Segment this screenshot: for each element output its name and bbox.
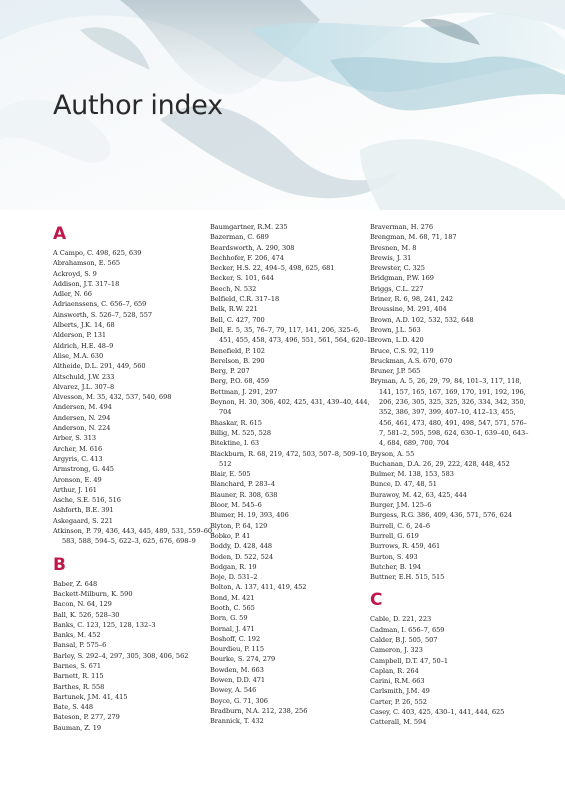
- index-entry: Adriaenssens, C. 656–7, 659: [53, 300, 147, 309]
- index-entry: Barnett, R. 115: [53, 672, 104, 681]
- index-entry: Alvesson, M. 35, 432, 537, 540, 698: [53, 393, 172, 402]
- index-entry: Ackroyd, S. 9: [53, 269, 97, 278]
- index-entry: Bell, C. 427, 700: [210, 315, 265, 324]
- index-entry: Alvarez, J.L. 307–8: [53, 382, 115, 391]
- index-entry: Armstrong, G. 445: [53, 465, 114, 474]
- index-entry: Casey, C. 403, 425, 430–1, 441, 444, 625: [370, 708, 505, 717]
- index-entry: Brewis, J. 31: [370, 253, 412, 262]
- index-entry: Banks, C. 123, 125, 128, 132–3: [53, 620, 156, 629]
- index-entry: Beynon, H. 30, 306, 402, 425, 431, 439–40, 444, 704: [210, 398, 370, 417]
- index-entry: Bettman, J. 291, 297: [210, 387, 278, 396]
- index-entry: Burton, S. 493: [370, 552, 418, 561]
- index-entry: Bunce, D. 47, 48, 51: [370, 480, 437, 489]
- index-entry: Briner, R. 6, 98, 241, 242: [370, 295, 454, 304]
- index-entry: Bridgman, P.W. 169: [370, 274, 434, 283]
- index-entry: Burawoy, M. 42, 63, 425, 444: [370, 490, 467, 499]
- index-entry: Becker, S. 101, 644: [210, 274, 274, 283]
- index-entry: Andersen, N. 294: [53, 413, 111, 422]
- index-entry: Cadman, I. 656–7, 659: [370, 625, 445, 634]
- index-entry: Bourke, S. 274, 279: [210, 655, 276, 664]
- index-entry: Bowen, D.D. 471: [210, 676, 266, 685]
- index-entry: Bowden, M. 663: [210, 665, 264, 674]
- index-entry: Arber, S. 313: [53, 434, 97, 443]
- index-entry: Aronson, E. 49: [53, 475, 102, 484]
- index-entry: Butcher, B. 194: [370, 562, 422, 571]
- index-entry: Briggs, C.L. 227: [370, 284, 424, 293]
- index-entry: Barley, S. 292–4, 297, 305, 308, 406, 562: [53, 651, 189, 660]
- index-entry: Bobko, P. 41: [210, 531, 251, 540]
- index-entry: Carini, R.M. 663: [370, 677, 425, 686]
- index-entry: Bateson, P. 277, 279: [53, 713, 120, 722]
- index-entry: Belfield, C.R. 317–18: [210, 295, 280, 304]
- index-entry: Cameron, J. 323: [370, 646, 423, 655]
- index-entry: Bornal, J. 471: [210, 624, 255, 633]
- index-entry: Altheide, D.L. 291, 449, 560: [53, 362, 146, 371]
- index-entry: Boden, D. 522, 524: [210, 552, 274, 561]
- index-entry: Andersen, M. 494: [53, 403, 112, 412]
- index-entry: Belk, R.W. 221: [210, 305, 258, 314]
- index-entry: Berg, P. 207: [210, 367, 250, 376]
- index-entry: Bechhofer, F. 206, 474: [210, 253, 284, 262]
- index-entry: Barnes, S. 671: [53, 661, 102, 670]
- index-entry: Bruce, C.S. 92, 119: [370, 346, 434, 355]
- index-entry: Backett-Milburn, K. 590: [53, 589, 133, 598]
- index-entry: Campbell, D.T. 47, 50–1: [370, 656, 449, 665]
- index-entry: Bolton, A. 137, 411, 419, 452: [210, 583, 307, 592]
- index-entry: Alderson, P. 131: [53, 331, 107, 340]
- index-entry: Blackburn, R. 68, 219, 472, 503, 507–8, 509–10, 512: [210, 449, 369, 468]
- index-entry: Ball, K. 526, 528–30: [53, 610, 120, 619]
- index-entry: Becker, H.S. 22, 494–5, 498, 625, 681: [210, 264, 335, 273]
- index-entry: Berg, P.O. 68, 459: [210, 377, 269, 386]
- index-entry: Atkinson, P. 79, 436, 443, 445, 489, 531, 559–60, 583, 588, 594–5, 622–3, 625, 676, 698–9: [53, 527, 215, 546]
- index-entry: Beech, N. 532: [210, 284, 257, 293]
- index-entry: Bond, M. 421: [210, 593, 255, 602]
- index-entry: Bansal, P. 575–6: [53, 641, 107, 650]
- index-entry: Banks, M. 452: [53, 631, 101, 640]
- index-entry: Brewster, C. 325: [370, 264, 425, 273]
- index-entry: Anderson, N. 224: [53, 424, 111, 433]
- index-entry: Aldrich, H.E. 48–9: [53, 341, 114, 350]
- index-entry: Bryson, A. 55: [370, 449, 415, 458]
- index-entry: Booth, C. 565: [210, 603, 255, 612]
- index-entry: Broussine, M. 291, 404: [370, 305, 447, 314]
- index-entry: Arthur, J. 161: [53, 485, 97, 494]
- index-entry: Bresnen, M. 8: [370, 243, 417, 252]
- index-column-3: [370, 222, 532, 728]
- index-entry: Bell, E. 5, 35, 76–7, 79, 117, 141, 206, 325–6, 451, 455, 458, 473, 496, 551, 561, 564, 620–1: [210, 325, 372, 345]
- index-entry: Born, G. 59: [210, 614, 248, 623]
- index-entry: Abrahamson, E. 565: [53, 259, 120, 268]
- index-entry: Askegaard, S. 221: [53, 516, 113, 525]
- index-entry: Baber, Z. 648: [53, 579, 98, 588]
- section-letter: A: [53, 224, 67, 244]
- index-entry: Buttner, E.H. 515, 515: [370, 573, 445, 582]
- index-entry: Boddy, D. 428, 448: [210, 542, 273, 551]
- index-entry: Brengman, M. 68, 71, 187: [370, 233, 457, 242]
- index-entry: Bhaskar, R. 615: [210, 418, 262, 427]
- index-entry: Bauman, Z. 19: [53, 723, 102, 732]
- index-entry: Benefield, P. 102: [210, 346, 265, 355]
- index-entry: Addison, J.T. 317–18: [53, 279, 120, 288]
- index-entry: Blanchard, P. 283–4: [210, 480, 275, 489]
- index-entry: Carter, P. 26, 552: [370, 697, 427, 706]
- index-entry: Boyce, G. 71, 306: [210, 696, 268, 705]
- index-entry: Blyton, P. 64, 129: [210, 521, 268, 530]
- index-entry: Bruner, J.P. 565: [370, 367, 421, 376]
- index-entry: Boshoff, C. 192: [210, 634, 261, 643]
- index-entry: Brown, J.L. 563: [370, 325, 421, 334]
- index-entry: Alberts, J.K. 14, 68: [53, 321, 115, 330]
- index-entry: Baumgartner, R.M. 235: [210, 223, 288, 231]
- index-entry: Billig, M. 525, 528: [210, 428, 272, 437]
- index-entry: Bartunek, J.M. 41, 415: [53, 692, 128, 701]
- index-entry: Calder, B.J. 505, 507: [370, 635, 438, 644]
- index-entry: Bate, S. 448: [53, 703, 93, 712]
- index-entry: Brown, L.D. 420: [370, 336, 424, 345]
- index-entry: Burrell, G. 619: [370, 531, 419, 540]
- index-entry: Brannick, T. 432: [210, 717, 264, 726]
- index-entry: Bazerman, C. 689: [210, 233, 269, 242]
- index-entry: Altschuld, J.W. 233: [53, 372, 115, 381]
- index-entry: Burrows, R. 459, 461: [370, 542, 441, 551]
- index-entry: Brown, A.D. 102, 532, 532, 648: [370, 315, 474, 324]
- page-title: Author index: [53, 90, 223, 121]
- index-entry: Berelson, B. 290: [210, 356, 265, 365]
- index-entry: Ashforth, B.E. 391: [53, 506, 114, 515]
- index-entry: Bacon, N. 64, 129: [53, 600, 112, 609]
- index-entry: A Campo, C. 498, 625, 639: [53, 249, 142, 257]
- index-entry: Bourdieu, P. 115: [210, 645, 264, 654]
- index-entry: Ainsworth, S. 526–7, 528, 557: [53, 310, 153, 319]
- index-entry: Bowey, A. 546: [210, 686, 257, 695]
- index-entry: Barthes, R. 558: [53, 682, 105, 691]
- index-entry: Adler, N. 66: [53, 290, 92, 299]
- index-entry: Bitektine, I. 63: [210, 439, 259, 448]
- section-letter: C: [370, 590, 383, 611]
- index-entry: Bryman, A. 5, 26, 29, 79, 84, 101–3, 117, 118, 141, 157, 165, 167, 169, 170, 191, 192, 196, 206, 236, 305, 325, 325, 326, 334, 342, 350, 352, 386, 397, 399, 407–10, 412–13, 455, 456, 461, 473, 480, 491, 498, 547, 571, 576–7, 581–2, 595, 598, 624, 630–1, 639–40, 643–4, 684, 689, 700, 704: [370, 377, 529, 448]
- index-column-2: [210, 222, 372, 727]
- index-entry: Caplan, R. 264: [370, 666, 419, 675]
- index-entry: Beardsworth, A. 290, 308: [210, 243, 295, 252]
- index-entry: Blair, E. 505: [210, 470, 251, 479]
- index-entry: Burgess, R.G. 386, 409, 436, 571, 576, 624: [370, 511, 512, 520]
- index-entry: Bruckman, A.S. 670, 670: [370, 356, 453, 365]
- index-column-1: [53, 222, 215, 733]
- index-entry: Blauner, R. 308, 638: [210, 490, 278, 499]
- index-entry: Blumer, H. 19, 393, 406: [210, 511, 289, 520]
- index-entry: Archer, M. 616: [53, 444, 103, 453]
- index-entry: Bradburn, N.A. 212, 238, 256: [210, 706, 308, 715]
- index-entry: Catterall, M. 594: [370, 718, 427, 727]
- section-letter: B: [53, 554, 66, 575]
- index-entry: Bulmer, M. 138, 153, 583: [370, 470, 454, 479]
- index-entry: Asche, S.E. 516, 516: [53, 496, 121, 505]
- index-entry: Buchanan, D.A. 26, 29, 222, 428, 448, 452: [370, 459, 510, 468]
- index-entry: Boje, D. 531–2: [210, 573, 258, 582]
- index-entry: Braverman, H. 276: [370, 223, 434, 231]
- index-entry: Bloor, M. 545–6: [210, 501, 262, 510]
- index-entry: Carlsmith, J.M. 49: [370, 687, 430, 696]
- index-entry: Burrell, C. 6, 24–6: [370, 521, 431, 530]
- index-entry: Argyris, C. 413: [53, 454, 103, 463]
- index-entry: Burger, J.M. 125–6: [370, 501, 432, 510]
- index-entry: Bodgan, R. 19: [210, 562, 257, 571]
- index-entry: Alise, M.A. 630: [53, 351, 104, 360]
- index-entry: Cable, D. 221, 223: [370, 615, 432, 624]
